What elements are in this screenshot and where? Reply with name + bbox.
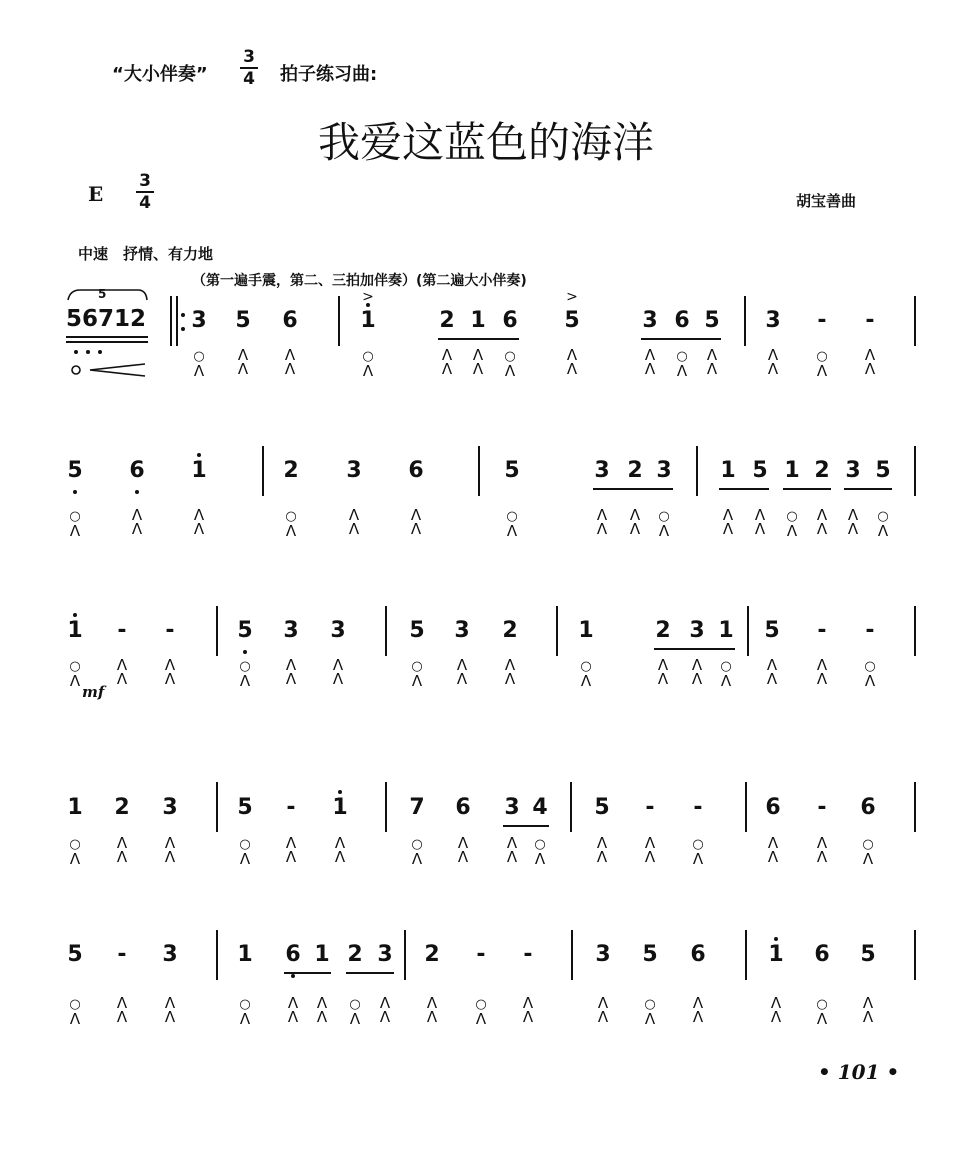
note: 6 bbox=[502, 308, 518, 333]
percussion-mark: ○ Λ bbox=[239, 997, 251, 1028]
percussion-mark: Λ Λ bbox=[644, 346, 656, 378]
percussion-mark: Λ Λ bbox=[237, 346, 249, 378]
percussion-mark: ○ Λ bbox=[720, 659, 732, 690]
note: 1 bbox=[314, 942, 330, 967]
percussion-mark: Λ Λ bbox=[596, 834, 608, 866]
percussion-mark: Λ Λ bbox=[410, 506, 422, 538]
note: 3 bbox=[377, 942, 393, 967]
note: - bbox=[817, 618, 827, 643]
percussion-mark: Λ Λ bbox=[164, 656, 176, 688]
percussion-mark: ○ Λ bbox=[193, 349, 205, 380]
composer: 胡宝善曲 bbox=[796, 192, 857, 210]
percussion-mark: Λ Λ bbox=[754, 506, 766, 538]
percussion-mark: Λ Λ bbox=[379, 994, 391, 1026]
percussion-mark: Λ Λ bbox=[116, 994, 128, 1026]
key-time-denominator: 4 bbox=[139, 193, 151, 213]
note: 6 bbox=[860, 795, 876, 820]
percussion-mark: Λ Λ bbox=[457, 834, 469, 866]
percussion-mark: Λ Λ bbox=[285, 656, 297, 688]
percussion-mark: Λ Λ bbox=[566, 346, 578, 378]
percussion-mark: Λ Λ bbox=[287, 994, 299, 1026]
percussion-mark: ○ Λ bbox=[862, 837, 874, 868]
note: 6 bbox=[282, 308, 298, 333]
note: 2 bbox=[114, 795, 130, 820]
note: 3 bbox=[162, 942, 178, 967]
percussion-mark: Λ Λ bbox=[456, 656, 468, 688]
note: 5 bbox=[237, 618, 253, 643]
percussion-mark: Λ Λ bbox=[193, 506, 205, 538]
percussion-mark: ○ Λ bbox=[864, 659, 876, 690]
percussion-mark: Λ Λ bbox=[629, 506, 641, 538]
exercise-label-suffix: 拍子练习曲: bbox=[280, 64, 378, 85]
note: 3 bbox=[283, 618, 299, 643]
note: 5 bbox=[409, 618, 425, 643]
note: - bbox=[117, 942, 127, 967]
percussion-mark: ○ Λ bbox=[506, 509, 518, 540]
dynamic-text: mf bbox=[82, 683, 105, 701]
percussion-mark: ○ Λ bbox=[69, 837, 81, 868]
percussion-mark: ○ Λ bbox=[504, 349, 516, 380]
note: 2 bbox=[655, 618, 671, 643]
accent-mark: > bbox=[566, 289, 578, 305]
percussion-mark: Λ Λ bbox=[691, 656, 703, 688]
note: 3 bbox=[454, 618, 470, 643]
note: - bbox=[476, 942, 486, 967]
percussion-mark: ○ Λ bbox=[285, 509, 297, 540]
note: 5 bbox=[860, 942, 876, 967]
note: 2 bbox=[814, 458, 830, 483]
percussion-mark: ○ Λ bbox=[239, 837, 251, 868]
song-title: 我爱这蓝色的海洋 bbox=[317, 118, 654, 167]
note: 3 bbox=[504, 795, 520, 820]
note: 5 bbox=[752, 458, 768, 483]
percussion-mark: Λ Λ bbox=[316, 994, 328, 1026]
note: 5 bbox=[67, 942, 83, 967]
time-numerator: 3 bbox=[243, 47, 255, 67]
percussion-mark: ○ Λ bbox=[362, 349, 374, 380]
percussion-mark: Λ Λ bbox=[862, 994, 874, 1026]
note: 5 bbox=[237, 795, 253, 820]
percussion-mark: Λ Λ bbox=[348, 506, 360, 538]
percussion-mark: Λ Λ bbox=[597, 994, 609, 1026]
note: 1 bbox=[768, 942, 784, 967]
note: 1 bbox=[720, 458, 736, 483]
note: 5 bbox=[642, 942, 658, 967]
percussion-mark: Λ Λ bbox=[692, 994, 704, 1026]
percussion-mark: Λ Λ bbox=[644, 834, 656, 866]
percussion-mark: ○ Λ bbox=[475, 997, 487, 1028]
note: 5 bbox=[594, 795, 610, 820]
percussion-mark: Λ Λ bbox=[596, 506, 608, 538]
note: 5 bbox=[235, 308, 251, 333]
note: 1 bbox=[470, 308, 486, 333]
note: 6 bbox=[408, 458, 424, 483]
percussion-mark: Λ Λ bbox=[864, 346, 876, 378]
percussion-mark: ○ Λ bbox=[786, 509, 798, 540]
note: 6 bbox=[690, 942, 706, 967]
note: 6 bbox=[285, 942, 301, 967]
note: - bbox=[165, 618, 175, 643]
note: 3 bbox=[845, 458, 861, 483]
percussion-mark: ○ Λ bbox=[69, 997, 81, 1028]
note: 1 bbox=[67, 618, 83, 643]
note: 1 bbox=[191, 458, 207, 483]
percussion-mark: ○ Λ bbox=[658, 509, 670, 540]
note: 6 bbox=[455, 795, 471, 820]
note: - bbox=[693, 795, 703, 820]
note: 2 bbox=[627, 458, 643, 483]
note: 6 bbox=[814, 942, 830, 967]
page-number: • 101 • bbox=[818, 1060, 900, 1084]
percussion-mark: Λ Λ bbox=[284, 346, 296, 378]
note: 5 bbox=[704, 308, 720, 333]
note: 1 bbox=[718, 618, 734, 643]
percussion-mark: Λ Λ bbox=[164, 834, 176, 866]
note: 3 bbox=[595, 942, 611, 967]
note: 3 bbox=[642, 308, 658, 333]
note: - bbox=[286, 795, 296, 820]
percussion-mark: Λ Λ bbox=[426, 994, 438, 1026]
note: 5 bbox=[564, 308, 580, 333]
percussion-mark: ○ Λ bbox=[69, 509, 81, 540]
note: 5 bbox=[67, 458, 83, 483]
percussion-mark: Λ Λ bbox=[770, 994, 782, 1026]
percussion-mark: Λ Λ bbox=[722, 506, 734, 538]
exercise-label: “大小伴奏” bbox=[112, 64, 208, 85]
percussion-mark: Λ Λ bbox=[116, 656, 128, 688]
percussion-mark: ○ Λ bbox=[580, 659, 592, 690]
note: - bbox=[645, 795, 655, 820]
note: 2 bbox=[347, 942, 363, 967]
intro-notes: 56712 bbox=[66, 306, 147, 332]
percussion-mark: Λ Λ bbox=[332, 656, 344, 688]
note: - bbox=[817, 795, 827, 820]
performance-instruction: （第一遍手震，第二、三拍加伴奏）(第二遍大小伴奏) bbox=[192, 273, 527, 289]
percussion-mark: ○ Λ bbox=[239, 659, 251, 690]
percussion-mark: ○ Λ bbox=[411, 837, 423, 868]
note: 3 bbox=[689, 618, 705, 643]
note: 7 bbox=[409, 795, 425, 820]
note: 3 bbox=[330, 618, 346, 643]
percussion-mark: Λ Λ bbox=[816, 656, 828, 688]
percussion-mark: ○ Λ bbox=[69, 659, 81, 690]
percussion-mark: Λ Λ bbox=[441, 346, 453, 378]
percussion-mark: ○ Λ bbox=[534, 837, 546, 868]
percussion-mark: ○ Λ bbox=[644, 997, 656, 1028]
percussion-mark: ○ Λ bbox=[411, 659, 423, 690]
accent-mark: > bbox=[362, 289, 374, 305]
note: 3 bbox=[594, 458, 610, 483]
note: 1 bbox=[784, 458, 800, 483]
note: 3 bbox=[765, 308, 781, 333]
percussion-mark: Λ Λ bbox=[506, 834, 518, 866]
percussion-mark: ○ Λ bbox=[816, 349, 828, 380]
note: 1 bbox=[67, 795, 83, 820]
note: - bbox=[523, 942, 533, 967]
percussion-mark: Λ Λ bbox=[522, 994, 534, 1026]
percussion-mark: Λ Λ bbox=[766, 656, 778, 688]
key-time-numerator: 3 bbox=[139, 171, 151, 191]
note: 6 bbox=[674, 308, 690, 333]
key-signature: E bbox=[88, 182, 104, 206]
note: 1 bbox=[332, 795, 348, 820]
note: 1 bbox=[237, 942, 253, 967]
note: 5 bbox=[504, 458, 520, 483]
percussion-mark: Λ Λ bbox=[767, 834, 779, 866]
tuplet-number: 5 bbox=[98, 287, 107, 301]
note: 3 bbox=[346, 458, 362, 483]
percussion-mark: Λ Λ bbox=[116, 834, 128, 866]
percussion-mark: Λ Λ bbox=[164, 994, 176, 1026]
note: - bbox=[865, 308, 875, 333]
percussion-mark: Λ Λ bbox=[131, 506, 143, 538]
tempo-marking: 中速 抒情、有力地 bbox=[78, 245, 214, 263]
note: 5 bbox=[764, 618, 780, 643]
note: 1 bbox=[578, 618, 594, 643]
percussion-mark: Λ Λ bbox=[847, 506, 859, 538]
percussion-mark: Λ Λ bbox=[657, 656, 669, 688]
note: 3 bbox=[191, 308, 207, 333]
note: 1 bbox=[360, 308, 376, 333]
time-denominator: 4 bbox=[243, 69, 255, 89]
percussion-mark: Λ Λ bbox=[504, 656, 516, 688]
note: 4 bbox=[532, 795, 548, 820]
percussion-mark: Λ Λ bbox=[767, 346, 779, 378]
percussion-mark: ○ Λ bbox=[676, 349, 688, 380]
percussion-mark: Λ Λ bbox=[285, 834, 297, 866]
note: 6 bbox=[765, 795, 781, 820]
note: 2 bbox=[502, 618, 518, 643]
percussion-mark: Λ Λ bbox=[816, 506, 828, 538]
note: 3 bbox=[656, 458, 672, 483]
percussion-mark: ○ Λ bbox=[816, 997, 828, 1028]
percussion-mark: ○ Λ bbox=[692, 837, 704, 868]
note: - bbox=[117, 618, 127, 643]
percussion-mark: Λ Λ bbox=[334, 834, 346, 866]
note: 5 bbox=[875, 458, 891, 483]
note: - bbox=[817, 308, 827, 333]
note: 2 bbox=[283, 458, 299, 483]
note: 2 bbox=[439, 308, 455, 333]
percussion-mark: ○ Λ bbox=[349, 997, 361, 1028]
note: 3 bbox=[162, 795, 178, 820]
percussion-mark: ○ Λ bbox=[877, 509, 889, 540]
percussion-mark: Λ Λ bbox=[706, 346, 718, 378]
percussion-mark: Λ Λ bbox=[472, 346, 484, 378]
note: 2 bbox=[424, 942, 440, 967]
percussion-mark: Λ Λ bbox=[816, 834, 828, 866]
note: 6 bbox=[129, 458, 145, 483]
note: - bbox=[865, 618, 875, 643]
